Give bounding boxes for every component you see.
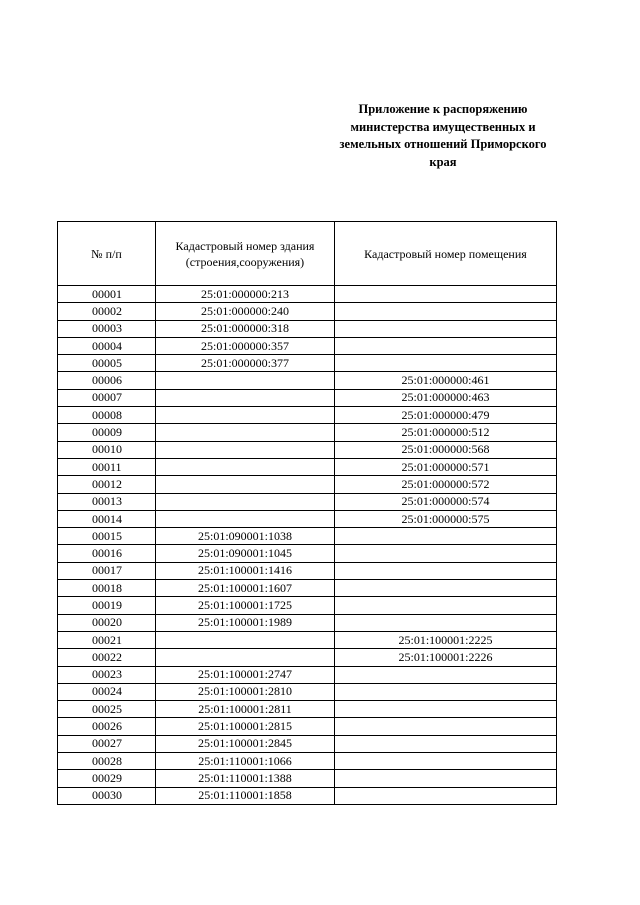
table-row (58, 770, 557, 787)
row-number-cell: 00015 (58, 528, 156, 545)
row-number-cell: 00004 (58, 337, 156, 354)
row-number-cell: 00012 (58, 476, 156, 493)
row-number-cell: 00027 (58, 735, 156, 752)
building-cadastral-cell: 25:01:100001:2747 (156, 666, 335, 683)
building-cadastral-cell: 25:01:110001:1858 (156, 787, 335, 804)
row-number-cell: 00023 (58, 666, 156, 683)
building-cadastral-cell (156, 407, 335, 424)
table-row (58, 337, 557, 354)
row-number-cell: 00014 (58, 510, 156, 527)
premises-cadastral-cell (335, 770, 557, 787)
table-row (58, 458, 557, 475)
building-cadastral-cell: 25:01:100001:1725 (156, 597, 335, 614)
premises-cadastral-cell (335, 286, 557, 303)
row-number-cell: 00020 (58, 614, 156, 631)
premises-cadastral-cell (335, 753, 557, 770)
row-number-cell: 00003 (58, 320, 156, 337)
building-cadastral-cell: 25:01:100001:2815 (156, 718, 335, 735)
header-number (58, 222, 156, 286)
table-row (58, 562, 557, 579)
header-premises-label: Кадастровый номер помещения (364, 246, 527, 261)
table-row (58, 597, 557, 614)
building-cadastral-cell (156, 389, 335, 406)
row-number-cell: 00008 (58, 407, 156, 424)
row-number-cell: 00001 (58, 286, 156, 303)
table-row (58, 666, 557, 683)
header-number-label: № п/п (91, 246, 122, 261)
building-cadastral-cell: 25:01:100001:1416 (156, 562, 335, 579)
table-row (58, 631, 557, 648)
building-cadastral-cell: 25:01:000000:318 (156, 320, 335, 337)
building-cadastral-cell (156, 510, 335, 527)
table-row (58, 787, 557, 804)
row-number-cell: 00006 (58, 372, 156, 389)
building-cadastral-cell: 25:01:110001:1066 (156, 753, 335, 770)
premises-cadastral-cell: 25:01:000000:574 (335, 493, 557, 510)
table-row (58, 389, 557, 406)
table-body (58, 286, 557, 805)
table-row (58, 286, 557, 303)
table-row (58, 718, 557, 735)
row-number-cell: 00018 (58, 580, 156, 597)
premises-cadastral-cell (335, 355, 557, 372)
row-number-cell: 00030 (58, 787, 156, 804)
building-cadastral-cell (156, 372, 335, 389)
table-row (58, 372, 557, 389)
building-cadastral-cell: 25:01:090001:1038 (156, 528, 335, 545)
row-number-cell: 00029 (58, 770, 156, 787)
building-cadastral-cell: 25:01:110001:1388 (156, 770, 335, 787)
premises-cadastral-cell (335, 666, 557, 683)
header-building (156, 222, 335, 286)
row-number-cell: 00026 (58, 718, 156, 735)
premises-cadastral-cell (335, 320, 557, 337)
table-row (58, 510, 557, 527)
building-cadastral-cell: 25:01:000000:213 (156, 286, 335, 303)
row-number-cell: 00013 (58, 493, 156, 510)
appendix-title-line: земельных отношений Приморского (339, 137, 547, 151)
premises-cadastral-cell: 25:01:000000:463 (335, 389, 557, 406)
building-cadastral-cell: 25:01:100001:2810 (156, 683, 335, 700)
table-row (58, 683, 557, 700)
table-row (58, 441, 557, 458)
header-building-label: Кадастровый номер здания (строения,сооружения) (175, 238, 315, 269)
premises-cadastral-cell: 25:01:000000:461 (335, 372, 557, 389)
row-number-cell: 00016 (58, 545, 156, 562)
table-row (58, 476, 557, 493)
premises-cadastral-cell (335, 580, 557, 597)
premises-cadastral-cell (335, 614, 557, 631)
row-number-cell: 00025 (58, 701, 156, 718)
row-number-cell: 00002 (58, 303, 156, 320)
premises-cadastral-cell (335, 787, 557, 804)
row-number-cell: 00017 (58, 562, 156, 579)
appendix-title-line: Приложение к распоряжению (358, 102, 528, 116)
premises-cadastral-cell: 25:01:100001:2225 (335, 631, 557, 648)
cadastral-table (57, 221, 557, 805)
building-cadastral-cell: 25:01:000000:357 (156, 337, 335, 354)
premises-cadastral-cell (335, 597, 557, 614)
row-number-cell: 00021 (58, 631, 156, 648)
building-cadastral-cell (156, 424, 335, 441)
appendix-title (330, 101, 556, 171)
header-premises (335, 222, 557, 286)
row-number-cell: 00022 (58, 649, 156, 666)
premises-cadastral-cell (335, 735, 557, 752)
premises-cadastral-cell (335, 701, 557, 718)
row-number-cell: 00019 (58, 597, 156, 614)
table-row (58, 735, 557, 752)
table-row (58, 753, 557, 770)
row-number-cell: 00007 (58, 389, 156, 406)
table-row (58, 320, 557, 337)
building-cadastral-cell (156, 441, 335, 458)
table-row (58, 614, 557, 631)
building-cadastral-cell: 25:01:100001:1607 (156, 580, 335, 597)
premises-cadastral-cell: 25:01:000000:568 (335, 441, 557, 458)
building-cadastral-cell (156, 649, 335, 666)
building-cadastral-cell (156, 476, 335, 493)
appendix-title-line: министерства имущественных и (350, 119, 536, 134)
row-number-cell: 00010 (58, 441, 156, 458)
premises-cadastral-cell: 25:01:000000:571 (335, 458, 557, 475)
table-header-row (58, 222, 557, 286)
row-number-cell: 00011 (58, 458, 156, 475)
premises-cadastral-cell (335, 337, 557, 354)
row-number-cell: 00028 (58, 753, 156, 770)
table-row (58, 701, 557, 718)
premises-cadastral-cell (335, 718, 557, 735)
building-cadastral-cell (156, 631, 335, 648)
premises-cadastral-cell: 25:01:000000:479 (335, 407, 557, 424)
premises-cadastral-cell: 25:01:100001:2226 (335, 649, 557, 666)
premises-cadastral-cell (335, 683, 557, 700)
premises-cadastral-cell: 25:01:000000:575 (335, 510, 557, 527)
building-cadastral-cell: 25:01:100001:1989 (156, 614, 335, 631)
row-number-cell: 00005 (58, 355, 156, 372)
table-row (58, 493, 557, 510)
table-row (58, 528, 557, 545)
table-row (58, 424, 557, 441)
premises-cadastral-cell: 25:01:000000:512 (335, 424, 557, 441)
building-cadastral-cell (156, 493, 335, 510)
appendix-title-line: края (429, 154, 457, 169)
table-row (58, 303, 557, 320)
premises-cadastral-cell: 25:01:000000:572 (335, 476, 557, 493)
premises-cadastral-cell (335, 303, 557, 320)
table-row (58, 355, 557, 372)
building-cadastral-cell (156, 458, 335, 475)
building-cadastral-cell: 25:01:100001:2811 (156, 701, 335, 718)
table-row (58, 545, 557, 562)
row-number-cell: 00024 (58, 683, 156, 700)
premises-cadastral-cell (335, 528, 557, 545)
building-cadastral-cell: 25:01:000000:377 (156, 355, 335, 372)
premises-cadastral-cell (335, 545, 557, 562)
premises-cadastral-cell (335, 562, 557, 579)
table-row (58, 649, 557, 666)
table-row (58, 580, 557, 597)
building-cadastral-cell: 25:01:000000:240 (156, 303, 335, 320)
building-cadastral-cell: 25:01:090001:1045 (156, 545, 335, 562)
table-row (58, 407, 557, 424)
row-number-cell: 00009 (58, 424, 156, 441)
building-cadastral-cell: 25:01:100001:2845 (156, 735, 335, 752)
